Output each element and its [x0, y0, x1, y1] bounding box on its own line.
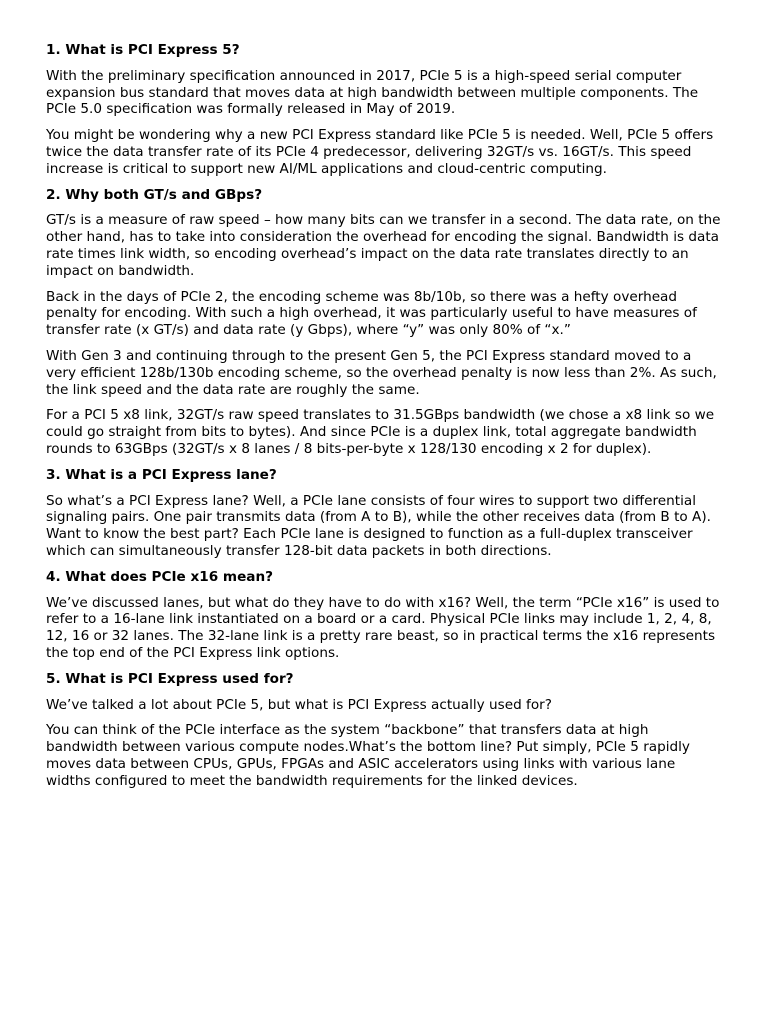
paragraph: You might be wondering why a new PCI Express standard like PCIe 5 is needed. Well, PCIe 5 offers twice the data transfer rate of its PCIe 4 predecessor, delivering 32GT/s vs. 16GT/s. This speed increase is critical to support new AI/ML applications and cloud-centric computing.	[46, 127, 714, 177]
section-heading: 4. What does PCIe x16 mean?	[46, 568, 274, 585]
document-page	[46, 42, 722, 798]
section-heading: 3. What is a PCI Express lane?	[46, 466, 277, 483]
paragraph: Back in the days of PCIe 2, the encoding scheme was 8b/10b, so there was a hefty overhead penalty for encoding. With such a high overhead, it was particularly useful to have measures of transfer rate (x GT/s) and data rate (y Gbps), where “y” was only 80% of “x.”	[46, 288, 697, 339]
paragraph: With the preliminary specification announced in 2017, PCIe 5 is a high-speed serial computer expansion bus standard that moves data at high bandwidth between multiple components. The PCIe 5.0 specification was formally released in May of 2019.	[46, 67, 699, 118]
paragraph: We’ve discussed lanes, but what do they have to do with x16? Well, the term “PCIe x16” is used to refer to a 16-lane link instantiated on a board or a card. Physical PCIe links may include 1, 2, 4, 8, 12, 16 or 32 lanes. The 32-lane link is a pretty rare beast, so in practical terms the x16 represents the top end of the PCI Express link options.	[46, 594, 720, 661]
paragraph: With Gen 3 and continuing through to the present Gen 5, the PCI Express standard moved to a very efficient 128b/130b encoding scheme, so the overhead penalty is now less than 2%. As such, the link speed and the data rate are roughly the same.	[46, 347, 717, 398]
paragraph: You can think of the PCIe interface as the system “backbone” that transfers data at high bandwidth between various compute nodes.What’s the bottom line? Put simply, PCIe 5 rapidly moves data between CPUs, GPUs, FPGAs and ASIC accelerators using links with various lane widths configured to meet the bandwidth requirements for the linked devices.	[46, 722, 690, 789]
paragraph: We’ve talked a lot about PCIe 5, but what is PCI Express actually used for?	[46, 696, 552, 713]
paragraph: So what’s a PCI Express lane? Well, a PCIe lane consists of four wires to support two differential signaling pairs. One pair transmits data (from A to B), while the other receives data (from B to A). Want to know the best part? Each PCIe lane is designed to function as a full-duplex transceiver which can simultaneously transfer 128-bit data packets in both directions.	[46, 492, 711, 559]
section-heading: 5. What is PCI Express used for?	[46, 670, 294, 687]
paragraph: For a PCI 5 x8 link, 32GT/s raw speed translates to 31.5GBps bandwidth (we chose a x8 link so we could go straight from bits to bytes). And since PCIe is a duplex link, total aggregate bandwidth rounds to 63GBps (32GT/s x 8 lanes / 8 bits-per-byte x 128/130 encoding x 2 for duplex).	[46, 407, 715, 457]
section-heading: 2. Why both GT/s and GBps?	[46, 186, 263, 203]
section-heading: 1. What is PCI Express 5?	[46, 42, 240, 58]
paragraph: GT/s is a measure of raw speed – how many bits can we transfer in a second. The data rate, on the other hand, has to take into consideration the overhead for encoding the signal. Bandwidth is data rate times link width, so encoding overhead’s impact on the data rate translates directly to an impact on bandwidth.	[46, 212, 721, 279]
